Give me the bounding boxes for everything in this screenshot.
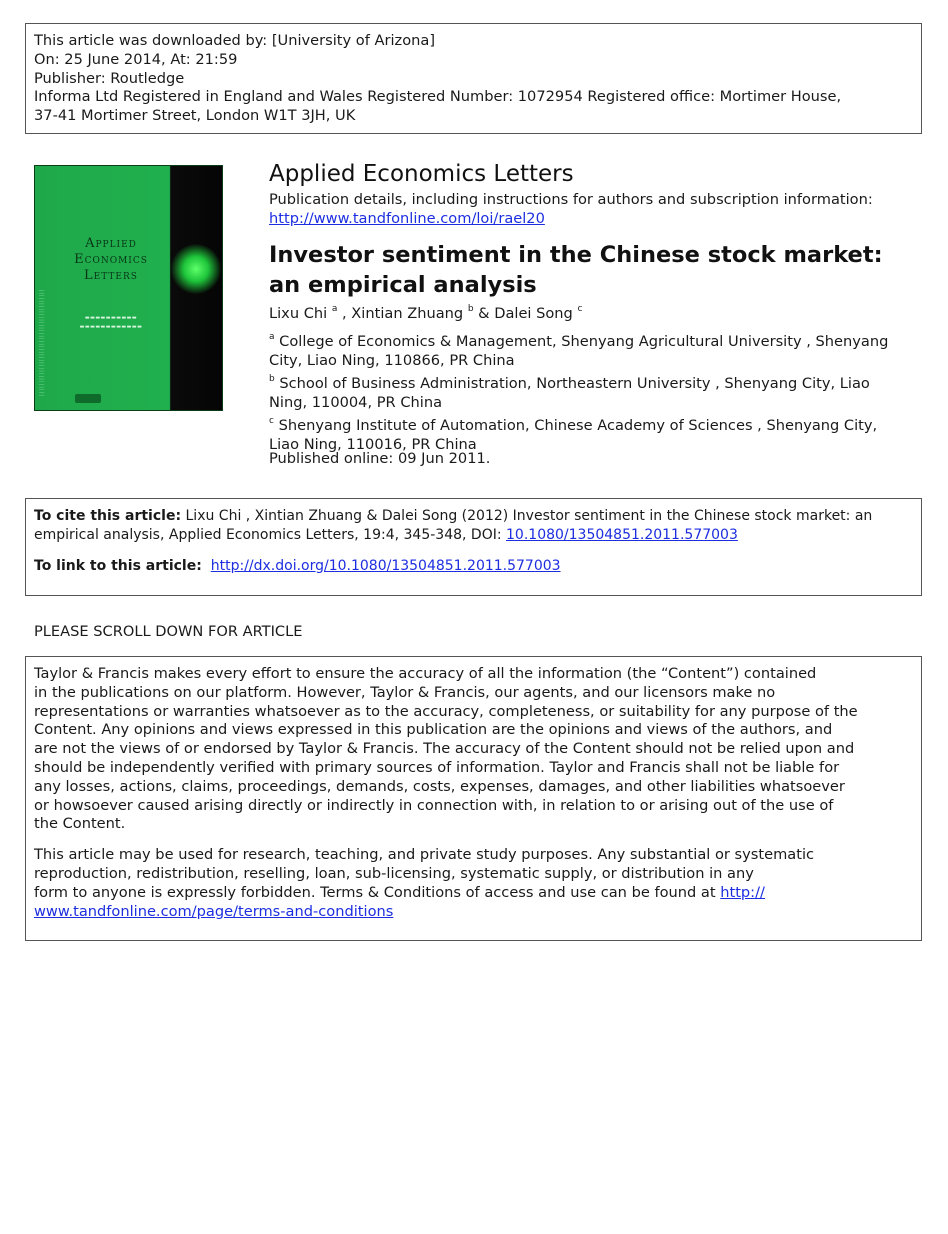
terms-line: should be independently verified with primary sources of information. Taylor and Francis shall not be liable for: [34, 758, 840, 776]
terms-line: are not the views of or endorsed by Taylor & Francis. The accuracy of the Content should not be relied upon and: [34, 740, 855, 758]
terms-line: any losses, actions, claims, proceedings, demands, costs, expenses, damages, and other liabilities whatsoever: [34, 777, 845, 795]
author-name: Dalei Song: [494, 305, 573, 322]
affiliation-marker: c: [269, 416, 274, 426]
authors-line: [269, 304, 582, 322]
journal-link[interactable]: http://www.tandfonline.com/loi/rael20: [269, 210, 545, 227]
terms-paragraph-1: [34, 665, 913, 834]
publisher-text: Publisher: Routledge: [34, 69, 185, 87]
informa-line-1: Informa Ltd Registered in England and Wales Registered Number: 1072954 Registered office: Mortimer House,: [34, 88, 842, 106]
affiliation-b: [269, 370, 909, 412]
terms-paragraph-2: [34, 846, 913, 921]
terms-line: the Content.: [34, 815, 126, 833]
terms-line: This article may be used for research, teaching, and private study purposes. Any substantial or systematic: [34, 846, 815, 864]
terms-link-part-2[interactable]: www.tandfonline.com/page/terms-and-conditions: [34, 902, 394, 920]
cover-editor-decoration: ▬▬▬▬▬▬▬▬▬▬ ▬▬▬▬▬▬▬▬▬▬▬▬: [79, 315, 143, 330]
author-affiliation-marker: b: [467, 304, 474, 314]
affiliation-text: Shenyang Institute of Automation, Chinese Academy of Sciences , Shenyang City, Liao Ning, 110016, PR China: [269, 417, 878, 453]
affiliation-text: College of Economics & Management, Shenyang Agricultural University , Shenyang City, Liao Ning, 110866, PR China: [269, 333, 889, 369]
published-online-date: Published online: 09 Jun 2011.: [269, 450, 491, 467]
author-affiliation-marker: a: [331, 304, 338, 314]
author-separator: &: [473, 305, 495, 322]
informa-line-2: 37-41 Mortimer Street, London W1T 3JH, UK: [34, 107, 356, 125]
cover-title-line-2: Economics: [74, 252, 148, 267]
publication-details-text: Publication details, including instructions for authors and subscription information:: [269, 191, 873, 208]
article-link-row: [34, 557, 913, 576]
terms-line: or howsoever caused arising directly or indirectly in connection with, in relation to or arising out of the use of: [34, 796, 834, 814]
terms-line: representations or warranties whatsoever as to the accuracy, completeness, or suitability for any purpose of the: [34, 702, 858, 720]
citation-text: Lixu Chi , Xintian Zhuang & Dalei Song (2012) Investor sentiment in the Chinese stock market: an empirical analysis, Applied Economics Letters, 19:4, 345-348, DOI:: [34, 508, 873, 543]
article-doi-link[interactable]: http://dx.doi.org/10.1080/13504851.2011.577003: [210, 557, 561, 574]
cover-glow-decoration: [171, 244, 221, 294]
author-affiliation-marker: c: [577, 304, 583, 314]
terms-link-part-1[interactable]: http://: [720, 883, 765, 901]
download-date-text: On: 25 June 2014, At: 21:59: [34, 50, 238, 68]
cover-title: [55, 236, 167, 284]
affiliation-a: [269, 328, 909, 370]
terms-line: Content. Any opinions and views expressed in this publication are the opinions and views of the authors, and: [34, 721, 833, 739]
citation-box: [25, 498, 922, 596]
affiliation-text: School of Business Administration, Northeastern University , Shenyang City, Liao Ning, 110004, PR China: [269, 375, 870, 411]
terms-line: [34, 903, 913, 922]
affiliation-c: [269, 412, 909, 454]
cover-title-line-1: Applied: [85, 236, 137, 251]
download-info-box: [25, 23, 922, 134]
doi-link[interactable]: 10.1080/13504851.2011.577003: [506, 526, 738, 543]
author-separator: ,: [337, 305, 352, 322]
journal-title: Applied Economics Letters: [269, 161, 574, 187]
cover-spine-decoration: ||||||||||||||||||||||||||||||||||||||||: [39, 288, 45, 396]
article-title: Investor sentiment in the Chinese stock market: an empirical analysis: [269, 242, 883, 298]
affiliation-marker: a: [269, 332, 275, 342]
cite-label: To cite this article:: [34, 508, 182, 524]
terms-line-text: form to anyone is expressly forbidden. Terms & Conditions of access and use can be found at: [34, 883, 721, 901]
downloaded-by-text: This article was downloaded by: [University of Arizona]: [34, 32, 436, 49]
publisher-logo-icon: [75, 394, 101, 403]
terms-line: in the publications on our platform. However, Taylor & Francis, our agents, and our licensors make no: [34, 683, 776, 701]
terms-line: reproduction, redistribution, reselling, loan, sub-licensing, systematic supply, or distribution in any: [34, 864, 754, 882]
link-label: To link to this article:: [34, 557, 202, 574]
author-name: Lixu Chi: [269, 305, 328, 322]
journal-cover-image: [34, 165, 223, 411]
cover-title-line-3: Letters: [84, 268, 138, 283]
terms-line: [34, 884, 913, 903]
affiliation-marker: b: [269, 374, 275, 384]
terms-box: [25, 656, 922, 941]
terms-line: Taylor & Francis makes every effort to ensure the accuracy of all the information (the “Content”) contained: [34, 665, 817, 682]
citation-paragraph: [34, 507, 913, 545]
scroll-down-notice: PLEASE SCROLL DOWN FOR ARTICLE: [34, 623, 303, 640]
author-name: Xintian Zhuang: [351, 305, 464, 322]
